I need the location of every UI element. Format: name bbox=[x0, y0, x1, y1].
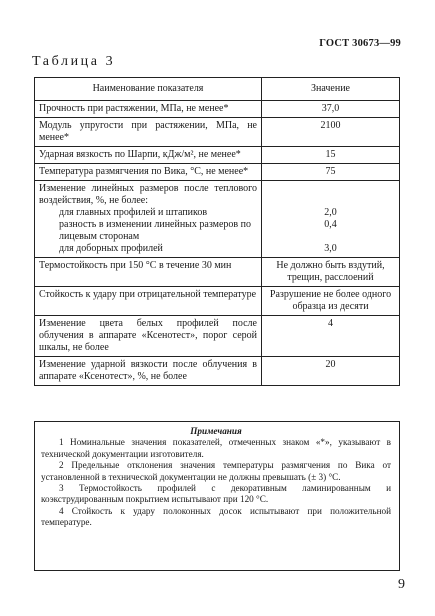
row-subvalue: 3,0 bbox=[324, 243, 337, 254]
table-row bbox=[35, 181, 400, 258]
column-header-value: Значение bbox=[262, 78, 400, 101]
notes-box bbox=[34, 421, 400, 571]
row-name: Термостойкость при 150 °С в течение 30 мин bbox=[35, 258, 262, 287]
row-subitem: для главных профилей и штапиков bbox=[59, 207, 208, 218]
row-name: Стойкость к удару при отрицательной температуре bbox=[35, 287, 262, 316]
table-row bbox=[35, 316, 400, 357]
row-subitem: для доборных профилей bbox=[59, 243, 163, 254]
column-header-name: Наименование показателя bbox=[35, 78, 262, 101]
row-value: 2100 bbox=[262, 118, 400, 147]
table-header-row bbox=[35, 78, 400, 101]
row-subitem: разность в изменении линейных размеров по лицевым сторонам bbox=[59, 219, 251, 242]
row-name: Изменение линейных размеров после теплового воздействия, %, не более: bbox=[39, 183, 257, 206]
row-name-multi bbox=[35, 181, 262, 258]
row-value-multi bbox=[262, 181, 400, 258]
table-row bbox=[35, 287, 400, 316]
row-name: Ударная вязкость по Шарпи, кДж/м², не менее* bbox=[35, 147, 262, 164]
row-name: Температура размягчения по Вика, °С, не менее* bbox=[35, 164, 262, 181]
note-item: 1 Номинальные значения показателей, отмеченных знаком «*», указывают в технической документации изготовителя. bbox=[41, 437, 391, 459]
note-item: 4 Стойкость к удару полоконных досок испытывают при положительной температуре. bbox=[41, 505, 391, 528]
notes-title: Примечания bbox=[190, 426, 242, 436]
table-row bbox=[35, 101, 400, 118]
page-number: 9 bbox=[398, 577, 405, 592]
row-name: Изменение ударной вязкости после облучения в аппарате «Ксенотест», %, не более bbox=[35, 357, 262, 386]
row-value: 15 bbox=[262, 147, 400, 164]
table-row bbox=[35, 164, 400, 181]
table-row bbox=[35, 357, 400, 386]
table-row bbox=[35, 147, 400, 164]
table-row bbox=[35, 118, 400, 147]
row-name: Изменение цвета белых профилей после облучения в аппарате «Ксенотест», порог серой шкалы, не более bbox=[35, 316, 262, 357]
row-value: Не должно быть вздутий, трещин, расслоений bbox=[262, 258, 400, 287]
row-value: 20 bbox=[262, 357, 400, 386]
row-subvalue: 2,0 bbox=[324, 207, 337, 218]
note-item: 3 Термостойкость профилей с декоративным ламинированным и коэкструдированным покрытием испытывают при 120 °С. bbox=[41, 483, 391, 505]
properties-table bbox=[34, 77, 400, 386]
row-value: 37,0 bbox=[262, 101, 400, 118]
row-name: Модуль упругости при растяжении, МПа, не менее* bbox=[35, 118, 262, 147]
row-value: 4 bbox=[262, 316, 400, 357]
table-row bbox=[35, 258, 400, 287]
standard-number: ГОСТ 30673—99 bbox=[319, 38, 401, 49]
row-value: Разрушение не более одного образца из десяти bbox=[262, 287, 400, 316]
table-title: Таблица 3 bbox=[32, 54, 116, 69]
row-value: 75 bbox=[262, 164, 400, 181]
note-item: 2 Предельные отклонения значения температуры размягчения по Вика от установленной в технической документации не должны превышать (± 3) °С. bbox=[41, 460, 391, 482]
row-name: Прочность при растяжении, МПа, не менее* bbox=[35, 101, 262, 118]
row-subvalue: 0,4 bbox=[324, 219, 337, 230]
